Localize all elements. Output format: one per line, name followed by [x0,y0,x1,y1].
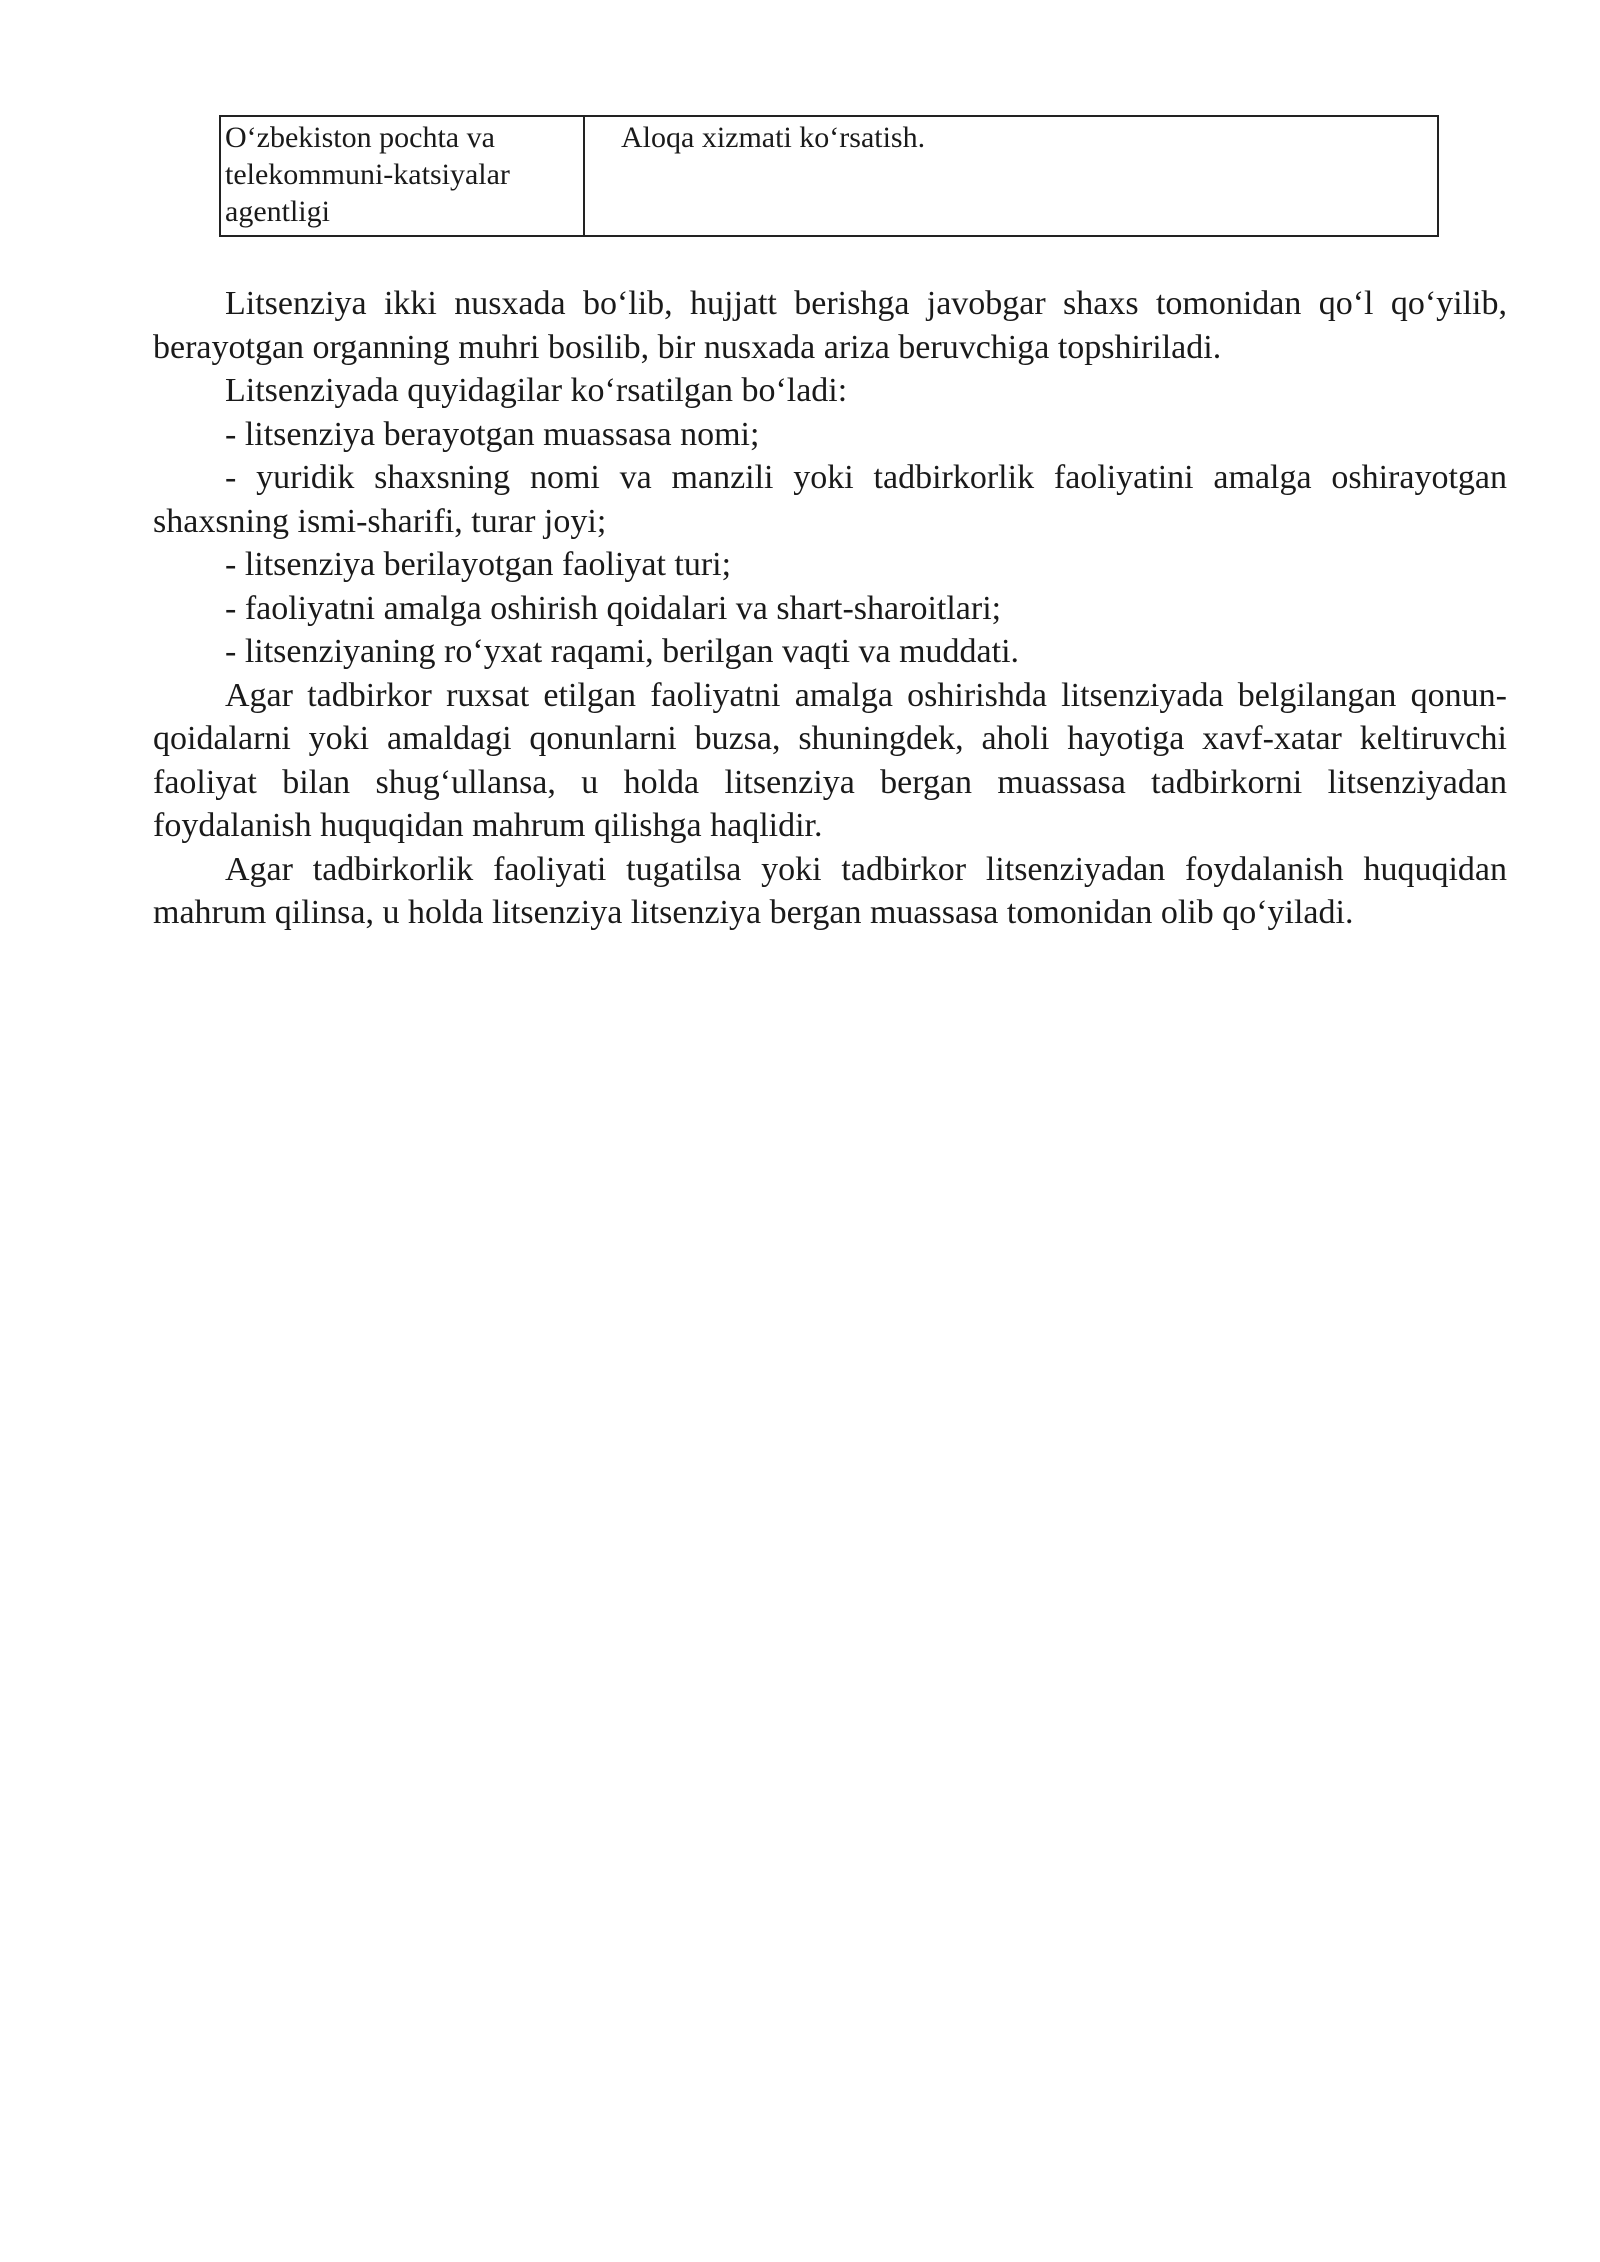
list-item: - yuridik shaxsning nomi va manzili yoki tadbirkorlik faoliyatini amalga oshirayotgan shaxsning ismi-sharifi, turar joyi; [153,459,1507,540]
list-item: - litsenziya berayotgan muassasa nomi; [225,415,760,453]
paragraph-license-contents-intro: Litsenziyada quyidagilar ko‘rsatilgan bo‘ladi: [225,372,848,409]
paragraph-license-copies: Litsenziya ikki nusxada bo‘lib, hujjatt berishga javobgar shaxs tomonidan qo‘l qo‘yilib, berayotgan organning muhri bosilib, bir nusxada ariza beruvchiga topshiriladi. [153,285,1507,366]
service-cell: Aloqa xizmati ko‘rsatish. [584,116,1438,236]
body-text [153,282,1507,935]
organization-services-table [219,115,1439,237]
paragraph-license-revocation: Agar tadbirkor ruxsat etilgan faoliyatni amalga oshirishda litsenziyada belgilangan qonun-qoidalarni yoki amaldagi qonunlarni buzsa, shuningdek, aholi hayotiga xavf-xatar keltiruvchi faoliyat bilan shug‘ullansa, u holda litsenziya bergan muassasa tadbirkorni litsenziyadan foydalanish huquqidan mahrum qilishga haqlidir. [153,676,1507,844]
organization-cell: O‘zbekiston pochta va telekommuni-katsiyalar agentligi [220,116,584,236]
table-row [220,116,1438,236]
list-item: - faoliyatni amalga oshirish qoidalari va shart-sharoitlari; [225,589,1002,627]
list-item: - litsenziya berilayotgan faoliyat turi; [225,546,732,583]
list-item: - litsenziyaning ro‘yxat raqami, berilgan vaqti va muddati. [225,633,1020,670]
paragraph-license-withdrawal: Agar tadbirkorlik faoliyati tugatilsa yoki tadbirkor litsenziyadan foydalanish huquqidan mahrum qilinsa, u holda litsenziya litsenziya bergan muassasa tomonidan olib qo‘yiladi. [153,850,1507,931]
